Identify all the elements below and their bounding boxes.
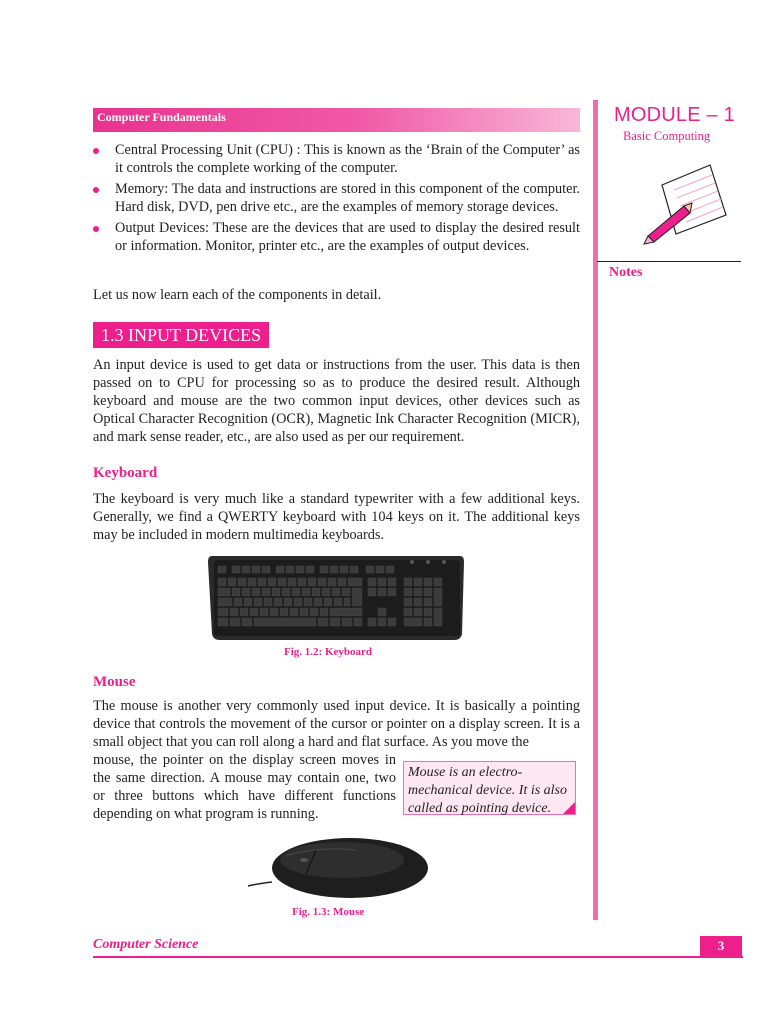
mouse-note-text: Mouse is an electro-mechanical device. It is also called as pointing device. xyxy=(408,765,568,816)
bullet-icon xyxy=(93,226,99,232)
margin-rule xyxy=(593,100,598,920)
intro-line: Let us now learn each of the components in detail. xyxy=(93,287,382,303)
footer-subject: Computer Science xyxy=(93,937,199,952)
keyboard-caption: Fig. 1.2: Keyboard xyxy=(284,646,372,658)
keyboard-image xyxy=(206,552,466,644)
corner-flag-icon xyxy=(563,802,575,814)
keyboard-paragraph: The keyboard is very much like a standard typewriter with a few additional keys. Generally, we find a QWERTY keyboard with 104 keys on it. The additional keys may be included in modern multimedia keyboards. xyxy=(93,491,580,543)
list-item xyxy=(93,180,580,216)
mouse-note-box xyxy=(403,761,576,815)
list-item xyxy=(93,219,580,255)
bullet-icon xyxy=(93,187,99,193)
mouse-image xyxy=(246,832,436,904)
bullet-text: Output Devices: These are the devices that are used to display the desired result or information. Monitor, printer etc., are the examples of output devices. xyxy=(115,220,580,254)
chapter-title: Computer Fundamentals xyxy=(97,110,226,124)
bullet-text: Memory: The data and instructions are stored in this component of the computer. Hard disk, DVD, pen drive etc., are the examples of memory storage devices. xyxy=(115,181,580,215)
list-item xyxy=(93,141,580,177)
mouse-paragraph-narrow: mouse, the pointer on the display screen moves in the same direction. A mouse may contain one, two or three buttons which have different functions depending on what program is running. xyxy=(93,752,396,822)
bullet-text: Central Processing Unit (CPU) : This is known as the ‘Brain of the Computer’ as it controls the complete working of the computer. xyxy=(115,142,580,176)
component-list xyxy=(93,141,580,258)
mouse-heading: Mouse xyxy=(93,674,136,690)
section-heading: 1.3 INPUT DEVICES xyxy=(93,322,269,348)
footer-rule xyxy=(93,956,743,958)
module-title: MODULE – 1 xyxy=(614,104,735,126)
keyboard-heading: Keyboard xyxy=(93,465,158,481)
bullet-icon xyxy=(93,148,99,154)
module-subtitle: Basic Computing xyxy=(623,129,711,143)
page-number: 3 xyxy=(700,936,742,956)
mouse-paragraph-full: The mouse is another very commonly used input device. It is basically a pointing device that controls the movement of the cursor or pointer on a display screen. It is a small object that you can roll along a hard and flat surface. As you move the xyxy=(93,698,580,750)
notes-rule xyxy=(597,261,741,262)
mouse-caption: Fig. 1.3: Mouse xyxy=(292,906,365,918)
section-paragraph: An input device is used to get data or instructions from the user. This data is then passed on to CPU for processing so as to produce the desired result. Although keyboard and mouse are the two common input devices, other devices such as Optical Character Recognition (OCR), Magnetic Ink Character Recognition (MICR), and mark sense reader, etc., are also used as per our requirement. xyxy=(93,357,580,445)
notepad-pencil-icon xyxy=(640,160,730,250)
notes-label: Notes xyxy=(609,265,643,280)
